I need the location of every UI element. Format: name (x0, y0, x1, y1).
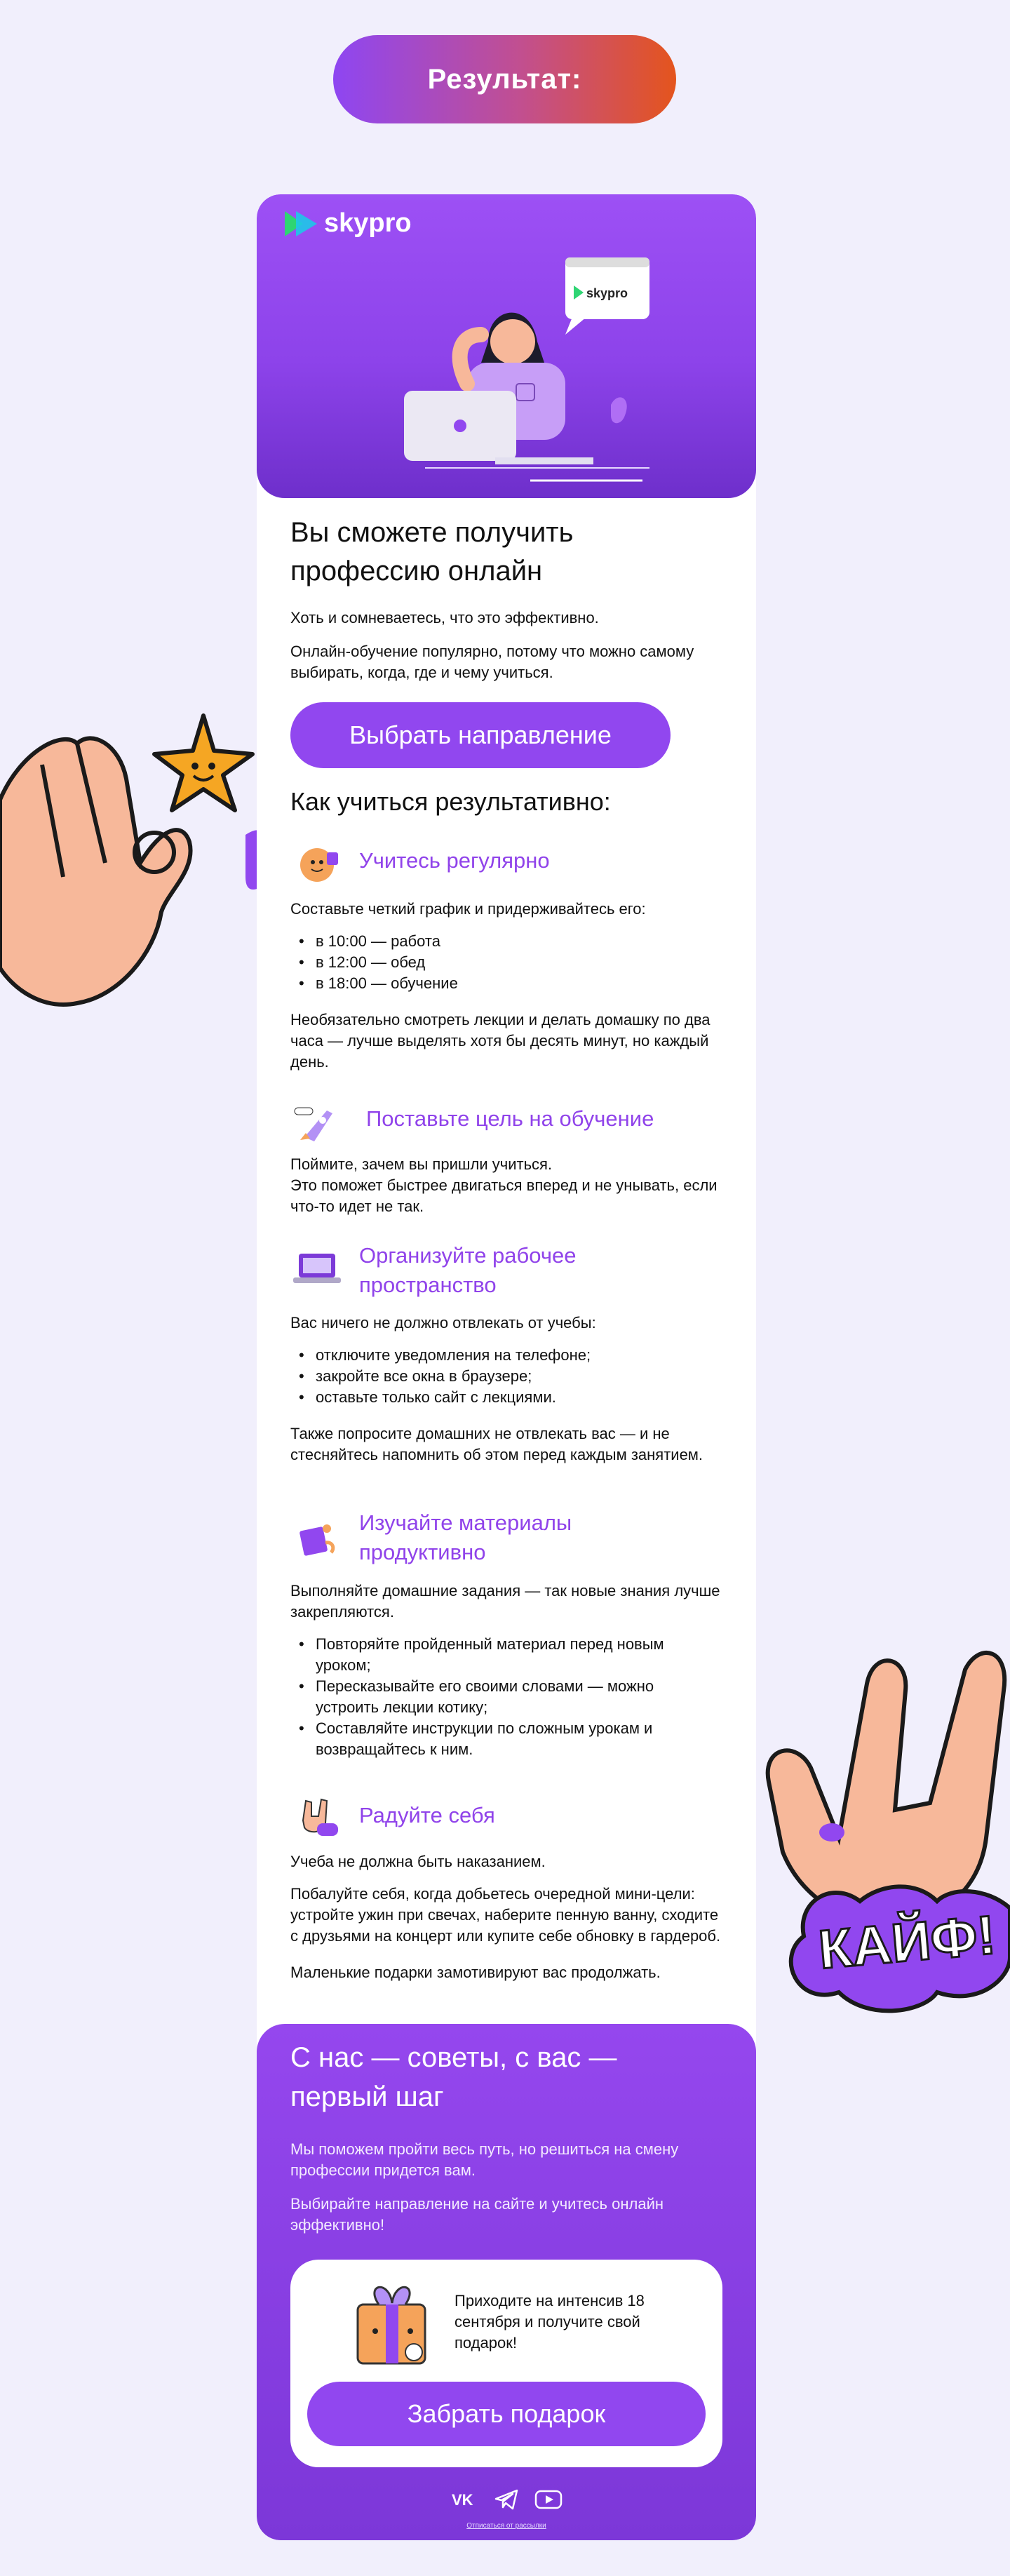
tip5-body (290, 1851, 725, 1983)
tip1-list (290, 931, 725, 994)
brand-name: skypro (324, 208, 412, 238)
intro-title: Вы сможете получить профессию онлайн (290, 517, 574, 586)
skypro-logo[interactable] (285, 208, 412, 239)
book-mascot-icon (290, 1512, 344, 1565)
svg-text:VK: VK (452, 2491, 473, 2509)
get-gift-button[interactable] (307, 2382, 706, 2446)
rock-hand-sticker (755, 1628, 1010, 2020)
tip4-heading: Изучайте материалы продуктивно (359, 1510, 572, 1564)
calendar-mascot-icon (290, 838, 344, 892)
footer-p1: Мы поможем пройти весь путь, но решиться на смену профессии придется вам. (290, 2140, 679, 2179)
intro-p2: Онлайн-обучение популярно, потому что можно самому выбирать, когда, где и чему учиться. (290, 643, 694, 681)
tip2-lead2: Это поможет быстрее двигаться вперед и не унывать, если что-то идет не так. (290, 1176, 718, 1215)
tip1-after: Необязательно смотреть лекции и делать домашку по два часа — лучше выделять хотя бы десять минут, но каждый день. (290, 1011, 711, 1071)
tip4-body (290, 1581, 725, 1760)
tip2-lead: Поймите, зачем вы пришли учиться. (290, 1155, 553, 1173)
skypro-sign-text: skypro (586, 286, 628, 300)
choose-direction-label: Выбрать направление (349, 720, 612, 749)
tip3-after: Также попросите домашних не отвлекать вас — и не стесняйтесь напомнить об этом перед каждым занятием. (290, 1425, 703, 1463)
list-item: • отключите уведомления на телефоне; (290, 1345, 725, 1366)
youtube-icon[interactable] (534, 2488, 563, 2511)
rocket-icon (290, 1098, 344, 1151)
gift-box-icon (337, 2269, 442, 2375)
list-item: • Пересказывайте его своими словами — можно устроить лекции котику; (290, 1676, 711, 1718)
hero-illustration (369, 257, 671, 489)
tip4-lead: Выполняйте домашние задания — так новые знания лучше закрепляются. (290, 1582, 720, 1621)
list-item: • оставьте только сайт с лекциями. (290, 1387, 725, 1408)
tip5-after2: Маленькие подарки замотивируют вас продолжать. (290, 1964, 661, 1981)
tip1-body (290, 899, 725, 1073)
ok-hand-sticker (0, 702, 267, 1024)
footer-p2: Выбирайте направление на сайте и учитесь онлайн эффективно! (290, 2195, 664, 2234)
email-card (257, 194, 756, 2540)
footer-title: С нас — советы, с вас — первый шаг (290, 2042, 617, 2112)
list-item: • Составляйте инструкции по сложным урокам и возвращайтесь к ним. (290, 1718, 711, 1760)
list-item: • Повторяйте пройденный материал перед новым уроком; (290, 1634, 711, 1676)
intro-section (290, 514, 725, 683)
result-pill (333, 35, 676, 123)
hero-banner (257, 194, 756, 498)
tip1-heading: Учитесь регулярно (359, 848, 550, 873)
result-pill-label: Результат: (427, 63, 582, 95)
telegram-icon[interactable] (494, 2488, 519, 2511)
tip4-list (290, 1634, 711, 1760)
list-item: • в 18:00 — обучение (290, 973, 725, 994)
list-item: • в 10:00 — работа (290, 931, 725, 952)
tip5-heading: Радуйте себя (359, 1803, 495, 1827)
kaif-sticker-text: КАЙФ! (816, 1903, 998, 1981)
list-item: • закройте все окна в браузере; (290, 1366, 725, 1387)
unsubscribe-link[interactable]: Отписаться от рассылки (466, 2522, 546, 2530)
social-links (257, 2488, 756, 2511)
laptop-icon (290, 1241, 344, 1294)
gift-text: Приходите на интенсив 18 сентября и получите свой подарок! (454, 2292, 645, 2352)
tip5-after: Побалуйте себя, когда добьетесь очередной мини-цели: устройте ужин при свечах, наберите пенную ванну, сходите с друзьями на концерт или купите себе обновку в гардероб. (290, 1885, 721, 1945)
tip1-lead: Составьте четкий график и придерживайтесь его: (290, 900, 646, 918)
intro-p1: Хоть и сомневаетесь, что это эффективно. (290, 609, 599, 626)
list-item: • в 12:00 — обед (290, 952, 725, 973)
get-gift-label: Забрать подарок (407, 2399, 606, 2428)
skypro-logo-icon (285, 211, 317, 236)
tip2-heading: Поставьте цель на обучение (366, 1106, 654, 1131)
choose-direction-button[interactable] (290, 702, 671, 768)
tip2-body (290, 1154, 725, 1217)
tip5-lead: Учеба не должна быть наказанием. (290, 1853, 546, 1870)
tip3-lead: Вас ничего не должно отвлекать от учебы: (290, 1314, 596, 1331)
rock-hand-icon (290, 1791, 344, 1844)
tip3-heading: Организуйте рабочее пространство (359, 1243, 577, 1297)
howto-title: Как учиться результативно: (290, 787, 611, 816)
skypro-sign-icon (565, 257, 649, 335)
vk-icon[interactable] (450, 2488, 478, 2511)
tip3-list (290, 1345, 725, 1408)
tip3-body (290, 1313, 725, 1465)
footer-section (257, 2024, 756, 2540)
